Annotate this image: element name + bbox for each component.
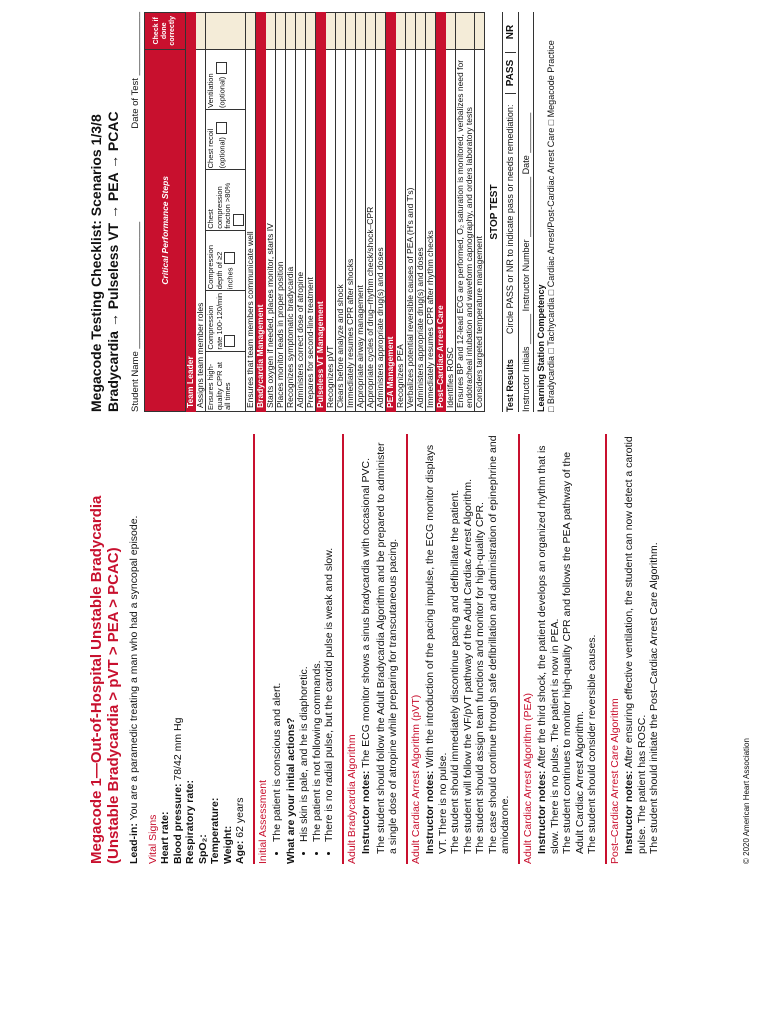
check-cell[interactable] <box>445 13 455 50</box>
table-header <box>145 13 186 412</box>
table-row: Clears before analyze and shock <box>335 13 345 412</box>
table-row: Considers targeted temperature management <box>474 13 484 412</box>
initial-assessment-heading: Initial Assessment <box>256 779 269 864</box>
scenario-title-line2: (Unstable Bradycardia > pVT > PEA > PCAC) <box>105 547 122 864</box>
check-cell[interactable] <box>395 13 405 50</box>
pvt-p4: The case should continue through safe defibrillation and administration of epinephrine and amiodarone. <box>486 435 511 854</box>
circle-instructions: Circle PASS or NR to indicate pass or needs remediation: <box>505 104 515 334</box>
notes-label: Instructor notes: <box>536 770 548 854</box>
table-row: Recognizes pVT <box>325 13 335 412</box>
vital-spo2: SpO₂: <box>196 834 209 864</box>
pea-p2: The student should consider reversible causes. <box>586 634 598 854</box>
cpr-cell: Chest compression fraction >80% <box>206 169 245 229</box>
pvt-algorithm <box>406 434 512 864</box>
check-cell[interactable] <box>285 13 295 50</box>
table-row: Identifies ROSC <box>445 13 455 412</box>
table-row: Places monitor leads in proper position <box>275 13 285 412</box>
cpr-cell: Compression depth of ≥2 inches <box>206 230 245 290</box>
results-row <box>503 12 519 412</box>
checklist-column <box>88 12 558 412</box>
table-row: Appropriate cycles of drug–rhythm check/shock–CPR <box>365 13 375 412</box>
table-row: Immediately resumes CPR after shocks <box>345 13 355 412</box>
checklist-title-line1: Megacode Testing Checklist: Scenarios 1/3/8 <box>88 114 104 412</box>
section-row <box>315 13 325 412</box>
check-cell[interactable] <box>196 13 206 50</box>
brady-paragraph: The student should follow the Adult Bradycardia Algorithm and be prepared to administer a single dose of atropine while preparing for transcutaneous pacing. <box>374 442 399 854</box>
list-item: • The patient is not following commands. <box>311 434 324 842</box>
header-cell: Critical Performance Steps <box>145 49 186 411</box>
notes-label: Instructor notes: <box>360 770 372 854</box>
section-team-leader: Team Leader <box>186 49 196 411</box>
vital-weight: Weight: <box>221 825 234 864</box>
section-pea: PEA Management <box>385 49 395 411</box>
pea-notes: After the third shock, the patient develops an organized rhythm that is slow. There is no pulse. The patient is now in PEA. <box>536 445 561 854</box>
checkbox[interactable] <box>216 62 227 74</box>
test-results <box>502 12 558 412</box>
table-row <box>206 13 246 412</box>
pvt-notes: With the introduction of the pacing impulse, the ECG monitor displays VT. There is no pulse. <box>424 444 449 854</box>
brady-algorithm <box>342 434 400 864</box>
table-row: Administers correct dose of atropine <box>295 13 305 412</box>
pass-option[interactable]: PASS <box>505 53 516 94</box>
pcac-heading: Post–Cardiac Arrest Care Algorithm <box>608 698 621 864</box>
instructor-row: Instructor Initials ______ Instructor Number ____________ Date ________ <box>519 12 534 412</box>
notes-label: Instructor notes: <box>424 770 436 854</box>
checklist-table <box>144 12 485 412</box>
notes-label: Instructor notes: <box>623 770 635 854</box>
checklist-title <box>88 12 122 412</box>
competency-label: Learning Station Competency <box>535 284 546 412</box>
initial-question: What are your initial actions? <box>284 717 297 864</box>
checkbox[interactable] <box>216 122 227 134</box>
scenario-title-line1: Megacode 1—Out-of-Hospital Unstable Bradycardia <box>88 495 105 864</box>
checklist-title-line2: Bradycardia → Pulseless VT → PEA → PCAC <box>105 111 121 412</box>
cpr-cell: Ensures high-quality CPR at all times <box>206 351 245 411</box>
check-cell[interactable] <box>206 13 246 50</box>
pvt-p1: The student should immediately discontinue pacing and defibrillate the patient. <box>449 489 461 854</box>
instructor-initials-label: Instructor Initials <box>520 346 531 412</box>
pea-algorithm <box>518 434 599 864</box>
check-cell[interactable] <box>375 13 385 50</box>
table-row: Starts oxygen if needed, places monitor, starts IV <box>265 13 275 412</box>
scenario-column <box>88 434 661 864</box>
pea-p1: The student continues to monitor high-quality CPR and follows the PEA pathway of the Adult Cardiac Arrest Algorithm. <box>561 451 586 854</box>
check-cell[interactable] <box>355 13 365 50</box>
vital-heart-rate: Heart rate: <box>159 811 171 864</box>
competency-options[interactable]: □ Bradycardia □ Tachycardia □ Cardiac Arrest/Post-Cardiac Arrest Care □ Megacode Practice <box>545 40 556 412</box>
table-row: Verbalizes potential reversible causes of PEA (H's and T's) <box>405 13 415 412</box>
table-row: Administers appropriate drug(s) and doses <box>415 13 425 412</box>
section-row <box>435 13 445 412</box>
list-item: • His skin is pale, and he is diaphoretic. <box>298 434 311 842</box>
section-row <box>385 13 395 412</box>
table-row: Administers appropriate drug(s) and doses <box>375 13 385 412</box>
table-row: Prepares for second-line treatment <box>305 13 315 412</box>
cpr-cell: Chest recoil (optional) <box>206 109 245 169</box>
pea-heading: Adult Cardiac Arrest Algorithm (PEA) <box>521 693 534 864</box>
cpr-cell: Compression rate 100-120/min <box>206 290 245 350</box>
vital-respiratory-rate: Respiratory rate: <box>184 779 196 864</box>
table-row: Ensures that team members communicate well <box>245 13 255 412</box>
section-row <box>186 13 196 412</box>
cpr-cell: Ventilation (optional) <box>206 50 245 109</box>
date-label: Date <box>520 155 531 175</box>
student-name-label: Student Name <box>130 351 141 412</box>
stop-test: STOP TEST <box>488 184 500 240</box>
nr-option[interactable]: NR <box>505 12 516 53</box>
check-cell[interactable] <box>265 13 275 50</box>
table-row: Immediately resumes CPR after rhythm checks <box>425 13 435 412</box>
check-header: Check if done correctly <box>145 13 186 50</box>
scenario-title <box>88 434 122 864</box>
section-row <box>255 13 265 412</box>
check-cell[interactable] <box>275 13 285 50</box>
check-cell[interactable] <box>295 13 305 50</box>
pvt-p3: The student should assign team functions and monitor for high-quality CPR. <box>474 502 486 854</box>
copyright: © 2020 American Heart Association <box>742 738 751 864</box>
table-row: Appropriate airway management <box>355 13 365 412</box>
pcac-algorithm <box>605 434 661 864</box>
check-cell[interactable] <box>305 13 315 50</box>
pcac-notes: After ensuring effective ventilation, the student can now detect a carotid pulse. The patient has ROSC. <box>623 436 648 854</box>
vital-blood-pressure: Blood pressure: 78/42 mm Hg <box>171 717 184 864</box>
table-row: Recognizes symptomatic bradycardia <box>285 13 295 412</box>
check-cell[interactable] <box>325 13 335 50</box>
pvt-heading: Adult Cardiac Arrest Algorithm (pVT) <box>409 694 422 864</box>
vital-temperature: Temperature: <box>209 797 221 864</box>
lead-in-text: You are a paramedic treating a man who had a syncopal episode. <box>128 515 140 821</box>
table-row: Recognizes PEA <box>395 13 405 412</box>
check-cell[interactable] <box>345 13 355 50</box>
pcac-p1: The student should initiate the Post–Cardiac Arrest Care Algorithm. <box>648 542 660 854</box>
competency-row <box>534 12 558 412</box>
pvt-p2: The student will follow the VF/pVT pathway of the Adult Cardiac Arrest Algorithm. <box>461 478 474 854</box>
instructor-number-label: Instructor Number <box>520 239 531 312</box>
table-row: Assigns team member roles <box>196 13 206 412</box>
brady-notes: The ECG monitor shows a sinus bradycardia with occasional PVC. <box>360 457 372 768</box>
check-cell[interactable] <box>365 13 375 50</box>
check-cell[interactable] <box>415 13 425 50</box>
check-cell[interactable] <box>474 13 484 50</box>
section-brady: Bradycardia Management <box>255 49 265 411</box>
brady-heading: Adult Bradycardia Algorithm <box>345 734 358 864</box>
test-results-label: Test Results <box>505 359 515 412</box>
cpr-subcells <box>206 50 245 411</box>
vital-signs <box>159 434 247 864</box>
checkbox[interactable] <box>224 253 235 265</box>
lead-in-label: Lead-in: <box>128 823 140 864</box>
lead-in <box>128 434 141 864</box>
section-pcac: Post–Cardiac Arrest Care <box>435 49 445 411</box>
table-row: Ensures BP and 12-lead ECG are performed, O₂ saturation is monitored, verbalizes need for endotracheal intubation and waveform capnography, and orders laboratory tests <box>455 13 474 412</box>
check-cell[interactable] <box>405 13 415 50</box>
check-cell[interactable] <box>425 13 435 50</box>
section-pvt: Pulseless VT Management <box>315 49 325 411</box>
student-meta: Student Name ________________________ Date of Test ____________ <box>130 12 141 412</box>
initial-assessment <box>253 434 336 864</box>
vital-age: Age: 62 years <box>234 797 246 864</box>
checkbox[interactable] <box>233 214 244 226</box>
check-cell[interactable] <box>455 13 474 50</box>
date-of-test-label: Date of Test <box>130 78 141 129</box>
list-item: • There is no radial pulse, but the carotid pulse is weak and slow. <box>323 434 336 842</box>
list-item: • The patient is conscious and alert. <box>271 434 284 842</box>
check-cell[interactable] <box>245 13 255 50</box>
checkbox[interactable] <box>224 335 235 347</box>
vitals-heading: Vital Signs <box>146 814 159 864</box>
check-cell[interactable] <box>335 13 345 50</box>
